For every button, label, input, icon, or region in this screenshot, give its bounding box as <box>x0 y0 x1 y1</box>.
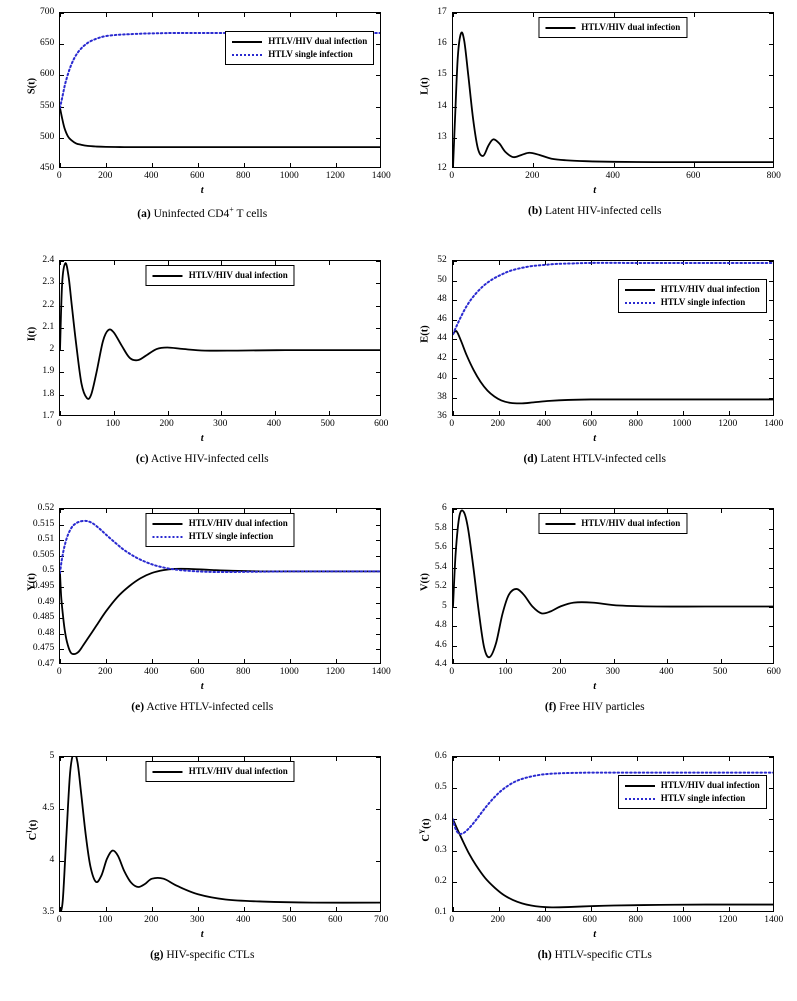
x-tick-label: 1200 <box>718 419 738 429</box>
y-tick-label: 0.505 <box>32 549 55 560</box>
y-tick-label: 550 <box>40 100 55 111</box>
y-tick-label: 0.47 <box>37 659 55 669</box>
legend-entry <box>153 530 288 543</box>
y-tick-label: 6 <box>442 503 447 513</box>
y-tick-label: 15 <box>437 69 447 80</box>
y-tick-label: 44 <box>437 333 447 343</box>
y-tick-label: 0.495 <box>32 581 55 591</box>
chart-panel-g <box>6 748 399 996</box>
y-tick-label: 4.8 <box>434 620 447 630</box>
caption-label: (c) <box>135 453 149 465</box>
caption-tail: T cells <box>236 207 268 220</box>
axes-frame-g <box>59 756 381 912</box>
legend-solid-line-icon <box>625 289 655 291</box>
caption-text: Active HIV-infected cells <box>150 453 269 465</box>
chart-panel-f <box>399 500 792 748</box>
y-axis-title-text: I(t) <box>26 326 38 342</box>
x-tick-label: 1000 <box>672 419 692 429</box>
caption-label: (b) <box>528 205 543 217</box>
y-tick-label: 4.4 <box>434 659 447 669</box>
y-tick-label: 2.3 <box>42 277 55 288</box>
x-tick-label: 600 <box>190 667 205 677</box>
x-tick-label: 300 <box>213 419 228 429</box>
caption-text: HIV-specific CTLs <box>166 949 255 961</box>
x-axis-title-e: t <box>200 681 204 692</box>
x-tick-label: 400 <box>236 915 251 925</box>
legend-entry <box>545 517 680 530</box>
x-axis-title-h: t <box>593 929 597 940</box>
y-tick-label: 12 <box>437 163 447 173</box>
x-tick-label: 200 <box>525 171 540 181</box>
legend-a <box>225 31 374 65</box>
legend-entry <box>625 792 760 805</box>
plot-area-c <box>13 252 391 450</box>
x-tick-label: 400 <box>144 667 159 677</box>
x-tick-label: 1200 <box>325 667 345 677</box>
legend-label: HTLV single infection <box>188 531 274 542</box>
x-tick-label: 600 <box>374 419 389 429</box>
x-tick-label: 400 <box>266 419 282 429</box>
chart-panel-a <box>6 4 399 252</box>
caption-text: Active HTLV-infected cells <box>146 701 274 713</box>
x-tick-label: 1400 <box>764 915 784 925</box>
chart-panel-d <box>399 252 792 500</box>
y-tick-label: 36 <box>437 411 447 421</box>
x-tick-label: 600 <box>190 171 205 181</box>
y-tick-label: 2.2 <box>42 299 55 310</box>
y-tick-label: 38 <box>437 391 447 402</box>
y-axis-title-a <box>25 4 39 168</box>
x-tick-label: 600 <box>686 171 701 181</box>
caption-label: (g) <box>150 949 164 961</box>
x-tick-label: 1000 <box>279 171 299 181</box>
panel-caption-b <box>528 205 661 217</box>
x-tick-label: 400 <box>536 915 551 925</box>
axes-frame-c <box>59 260 381 416</box>
legend-entry <box>232 48 367 61</box>
series-line-1 <box>453 819 774 907</box>
legend-dotted-line-icon <box>625 798 655 800</box>
x-tick-label: 800 <box>766 171 781 181</box>
x-tick-label: 100 <box>498 667 513 677</box>
x-tick-label: 1400 <box>371 667 391 677</box>
y-tick-label: 13 <box>437 131 447 142</box>
y-tick-label: 0.48 <box>37 627 55 638</box>
x-tick-label: 800 <box>236 171 251 181</box>
legend-entry <box>153 517 288 530</box>
y-tick-label: 600 <box>40 69 55 80</box>
y-tick-label: 5.4 <box>434 561 447 572</box>
x-tick-label: 0 <box>449 419 455 429</box>
y-axis-title-b <box>418 4 432 168</box>
chart-panel-e <box>6 500 399 748</box>
caption-text: Latent HTLV-infected cells <box>540 453 667 465</box>
y-tick-label: 700 <box>40 7 55 17</box>
plot-area-f <box>406 500 784 698</box>
x-tick-label: 200 <box>551 667 567 677</box>
x-tick-label: 1200 <box>325 171 345 181</box>
legend-label: HTLV/HIV dual infection <box>188 518 288 528</box>
y-tick-label: 0.485 <box>32 612 55 623</box>
y-tick-label: 52 <box>437 255 447 265</box>
y-tick-label: 0.2 <box>434 875 447 886</box>
caption-label: (f) <box>544 701 557 713</box>
chart-panel-h <box>399 748 792 996</box>
y-axis-title-text: L(t) <box>419 77 431 95</box>
x-tick-label: 300 <box>190 915 205 925</box>
plot-area-g <box>13 748 391 946</box>
x-tick-label: 400 <box>659 667 674 677</box>
legend-label: HTLV/HIV dual infection <box>188 766 288 776</box>
x-tick-label: 1400 <box>371 171 391 181</box>
caption-text: Free HIV particles <box>559 701 645 713</box>
y-tick-label: 0.52 <box>37 503 55 513</box>
x-tick-label: 700 <box>374 915 389 925</box>
x-tick-label: 300 <box>605 667 620 677</box>
x-tick-label: 1400 <box>764 419 784 429</box>
x-tick-label: 400 <box>605 171 620 181</box>
x-tick-label: 600 <box>582 419 597 429</box>
y-tick-label: 4 <box>49 855 55 865</box>
y-tick-label: 0.5 <box>42 565 55 576</box>
x-tick-label: 600 <box>766 667 781 677</box>
panel-caption-g <box>150 949 254 961</box>
x-tick-label: 800 <box>236 667 251 677</box>
legend-label: HTLV/HIV dual infection <box>581 518 681 528</box>
axes-frame-a <box>59 12 381 168</box>
x-tick-label: 100 <box>98 915 113 925</box>
caption-text: HTLV-specific CTLs <box>554 949 652 961</box>
caption-label: (e) <box>131 701 145 713</box>
x-tick-label: 500 <box>282 915 297 925</box>
axes-frame-b <box>452 12 774 168</box>
y-tick-label: 4.5 <box>42 803 55 813</box>
caption-superscript: + <box>229 205 234 214</box>
x-axis-title-c: t <box>200 433 204 444</box>
y-tick-label: 0.5 <box>434 782 447 793</box>
panel-grid <box>6 4 791 996</box>
series-line-1 <box>453 331 774 403</box>
y-tick-label: 1.9 <box>42 366 55 377</box>
x-tick-label: 200 <box>159 419 174 429</box>
y-tick-label: 0.3 <box>434 844 447 855</box>
y-tick-label: 5 <box>49 751 55 761</box>
x-tick-label: 0 <box>449 915 455 925</box>
x-tick-label: 400 <box>144 171 159 181</box>
y-tick-label: 0.51 <box>37 534 55 545</box>
axes-frame-f <box>452 508 774 664</box>
plot-area-a <box>13 4 391 202</box>
legend-f <box>538 513 687 534</box>
x-tick-label: 500 <box>320 419 335 429</box>
y-tick-label: 16 <box>437 38 447 49</box>
x-tick-label: 0 <box>449 171 455 181</box>
x-axis-title-d: t <box>593 433 597 444</box>
legend-solid-line-icon <box>153 523 183 525</box>
legend-solid-line-icon <box>153 771 183 773</box>
legend-dotted-line-icon <box>153 536 183 538</box>
y-tick-label: 5.8 <box>434 522 447 533</box>
x-tick-label: 0 <box>56 419 62 429</box>
x-tick-label: 200 <box>490 419 505 429</box>
legend-entry <box>625 296 760 309</box>
caption-label: (h) <box>537 949 552 961</box>
y-axis-title-g <box>25 748 39 912</box>
legend-solid-line-icon <box>625 785 655 787</box>
series-line-1 <box>60 108 381 147</box>
x-tick-label: 0 <box>449 667 455 677</box>
y-axis-title-text: Y(t) <box>26 572 38 592</box>
y-tick-label: 5.6 <box>434 542 447 552</box>
y-tick-label: 0.4 <box>434 813 447 824</box>
x-tick-label: 200 <box>98 667 113 677</box>
chart-panel-c <box>6 252 399 500</box>
y-tick-label: 0.6 <box>434 751 447 761</box>
y-tick-label: 3.5 <box>42 907 55 917</box>
y-tick-label: 1.8 <box>42 388 55 399</box>
plot-area-b <box>406 4 784 202</box>
caption-text: Uninfected CD4 <box>153 207 230 220</box>
legend-entry <box>153 765 288 778</box>
plot-area-h <box>406 748 784 946</box>
axes-frame-e <box>59 508 381 664</box>
y-axis-title-h <box>418 748 432 912</box>
y-tick-label: 48 <box>437 294 447 304</box>
legend-label: HTLV/HIV dual infection <box>660 780 760 790</box>
panel-caption-d <box>523 453 666 465</box>
legend-label: HTLV/HIV dual infection <box>188 270 288 280</box>
y-tick-label: 40 <box>437 372 447 382</box>
legend-entry <box>232 35 367 48</box>
chart-panel-b <box>399 4 792 252</box>
x-tick-label: 600 <box>582 915 597 925</box>
legend-solid-line-icon <box>545 523 575 525</box>
legend-solid-line-icon <box>153 275 183 277</box>
x-tick-label: 1000 <box>279 667 299 677</box>
y-tick-label: 0.1 <box>434 907 447 917</box>
plot-area-d <box>406 252 784 450</box>
series-line-1 <box>453 32 774 167</box>
legend-entry <box>153 269 288 282</box>
y-tick-label: 14 <box>437 100 447 111</box>
legend-h <box>618 775 767 809</box>
panel-caption-f <box>545 701 645 713</box>
x-tick-label: 400 <box>536 419 551 429</box>
x-tick-label: 0 <box>56 667 62 677</box>
y-tick-label: 650 <box>40 38 55 49</box>
y-axis-title-text: S(t) <box>26 77 38 95</box>
y-tick-label: 500 <box>40 131 55 142</box>
y-tick-label: 2.1 <box>42 321 55 332</box>
legend-dotted-line-icon <box>625 302 655 304</box>
caption-label: (a) <box>137 207 151 220</box>
x-tick-label: 200 <box>144 915 159 925</box>
y-tick-label: 0.475 <box>32 643 55 654</box>
y-tick-label: 0.49 <box>37 596 55 607</box>
x-tick-label: 0 <box>56 171 62 181</box>
axes-frame-d <box>452 260 774 416</box>
axes-frame-h <box>452 756 774 912</box>
panel-caption-e <box>131 701 273 713</box>
y-tick-label: 2 <box>49 344 55 355</box>
legend-label: HTLV/HIV dual infection <box>268 36 368 46</box>
y-tick-label: 1.7 <box>42 411 55 421</box>
x-tick-label: 800 <box>628 915 643 925</box>
legend-entry <box>625 779 760 792</box>
legend-label: HTLV single infection <box>268 49 353 60</box>
legend-g <box>146 761 295 782</box>
y-axis-title-text: V(t) <box>419 572 431 592</box>
x-tick-label: 800 <box>628 419 643 429</box>
x-tick-label: 200 <box>490 915 505 925</box>
panel-caption-a <box>137 205 267 220</box>
x-tick-label: 500 <box>712 667 728 677</box>
x-axis-title-f: t <box>593 681 597 692</box>
y-tick-label: 42 <box>437 352 447 363</box>
panel-caption-c <box>136 453 269 465</box>
y-tick-label: 17 <box>437 7 447 17</box>
legend-label: HTLV/HIV dual infection <box>660 284 760 294</box>
legend-label: HTLV single infection <box>660 297 746 308</box>
y-axis-title-text: $C^Y(t)$ <box>418 818 432 842</box>
x-axis-title-b: t <box>593 185 597 196</box>
x-tick-label: 100 <box>105 419 121 429</box>
x-tick-label: 200 <box>98 171 113 181</box>
y-axis-title-text: E(t) <box>419 325 431 343</box>
x-axis-title-a: t <box>200 185 204 196</box>
y-tick-label: 5 <box>442 600 447 611</box>
y-tick-label: 5.2 <box>434 581 447 591</box>
y-tick-label: 50 <box>437 274 447 285</box>
legend-solid-line-icon <box>232 41 262 43</box>
caption-label: (d) <box>523 453 538 465</box>
x-tick-label: 600 <box>328 915 343 925</box>
legend-dotted-line-icon <box>232 54 262 56</box>
y-tick-label: 450 <box>40 163 55 173</box>
x-axis-title-g: t <box>200 929 204 940</box>
legend-entry <box>625 283 760 296</box>
caption-text: Latent HIV-infected cells <box>544 205 662 217</box>
x-tick-label: 0 <box>56 915 62 925</box>
x-tick-label: 1200 <box>718 915 738 925</box>
y-tick-label: 46 <box>437 313 447 324</box>
y-tick-label: 4.6 <box>434 639 447 650</box>
legend-b <box>538 17 687 38</box>
y-tick-label: 0.515 <box>32 518 55 529</box>
y-axis-title-text: $C^I(t)$ <box>25 819 39 841</box>
legend-e <box>146 513 295 547</box>
series-line-1 <box>60 569 381 654</box>
x-tick-label: 1000 <box>672 915 692 925</box>
legend-c <box>146 265 295 286</box>
legend-label: HTLV single infection <box>660 793 746 804</box>
legend-label: HTLV/HIV dual infection <box>581 22 681 32</box>
y-tick-label: 2.4 <box>42 255 55 265</box>
panel-caption-h <box>538 949 652 961</box>
legend-solid-line-icon <box>545 27 575 29</box>
legend-d <box>618 279 767 313</box>
plot-area-e <box>13 500 391 698</box>
legend-entry <box>545 21 680 34</box>
